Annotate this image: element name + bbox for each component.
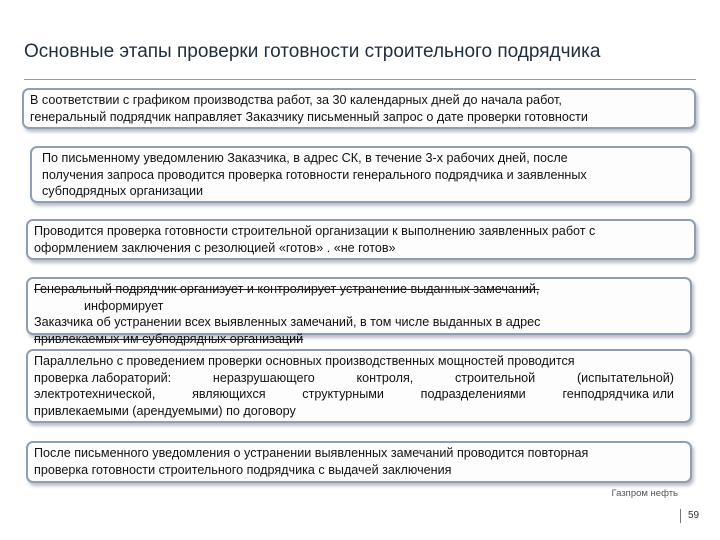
footer-brand: Газпром нефть xyxy=(611,488,678,499)
step-box-4 xyxy=(26,277,692,346)
step-5-word: контроля, xyxy=(356,370,414,385)
step-1-line-1: В соответствии с графиком производства работ, за 30 календарных дней до начала работ, xyxy=(30,93,562,107)
step-5-word: (испытательной) xyxy=(576,370,674,385)
step-5-word: электротехнической, xyxy=(34,387,156,402)
step-5-word: строительной xyxy=(454,370,536,385)
step-5-line-1: Параллельно с проведением проверки основных производственных мощностей проводится xyxy=(34,354,575,368)
step-box-2 xyxy=(30,146,692,203)
step-2-line-1: По письменному уведомлению Заказчика, в адрес СК, в течение 3-х рабочих дней, после xyxy=(42,151,568,165)
step-3-line-1: Проводится проверка готовности строительной организации к выполнению заявленных работ с xyxy=(34,224,596,238)
step-1-line-2: генеральный подрядчик направляет Заказчику письменный запрос о дате проверки готовности xyxy=(30,109,588,124)
step-4-line-1: Генеральный подрядчик организует и контролирует устранение выданных замечаний, xyxy=(34,282,540,296)
step-5-word: структурными xyxy=(302,387,384,402)
step-5-word: генподрядчика или xyxy=(562,387,674,402)
title-divider xyxy=(24,79,696,80)
step-5-word: являющихся xyxy=(192,387,266,402)
step-box-3 xyxy=(26,219,696,260)
step-6-line-2: проверка готовности строительного подрядчика с выдачей заключения xyxy=(34,462,452,477)
page-title: Основные этапы проверки готовности строительного подрядчика xyxy=(24,41,601,62)
step-box-5 xyxy=(26,349,692,423)
step-box-1 xyxy=(22,88,696,129)
step-2-line-2: получения запроса проводится проверка готовности генерального подрядчика и заявленных xyxy=(42,167,587,182)
page-separator xyxy=(680,509,681,523)
step-5-word: проверка лабораторий: xyxy=(34,370,172,385)
step-5-word: неразрушающего xyxy=(212,370,315,385)
step-5-line-2 xyxy=(34,370,674,387)
step-3-line-2: оформлением заключения с резолюцией «готов» . «не готов» xyxy=(34,240,396,255)
step-5-line-3 xyxy=(34,386,674,403)
step-2-line-3: субподрядных организации xyxy=(42,184,204,199)
step-5-word: подразделениями xyxy=(420,387,526,402)
step-5-line-4: привлекаемыми (арендуемыми) по договору xyxy=(34,403,296,418)
step-4-line-4: привлекаемых им субподрядных организаций xyxy=(34,331,304,346)
page-number: 59 xyxy=(688,510,700,521)
step-box-6 xyxy=(26,441,692,483)
step-6-line-1: После письменного уведомления о устранении выявленных замечаний проводится повторная xyxy=(34,446,589,460)
step-4-line-2: информирует xyxy=(84,298,164,313)
step-4-line-3: Заказчика об устранении всех выявленных замечаний, в том числе выданных в адрес xyxy=(34,315,541,330)
